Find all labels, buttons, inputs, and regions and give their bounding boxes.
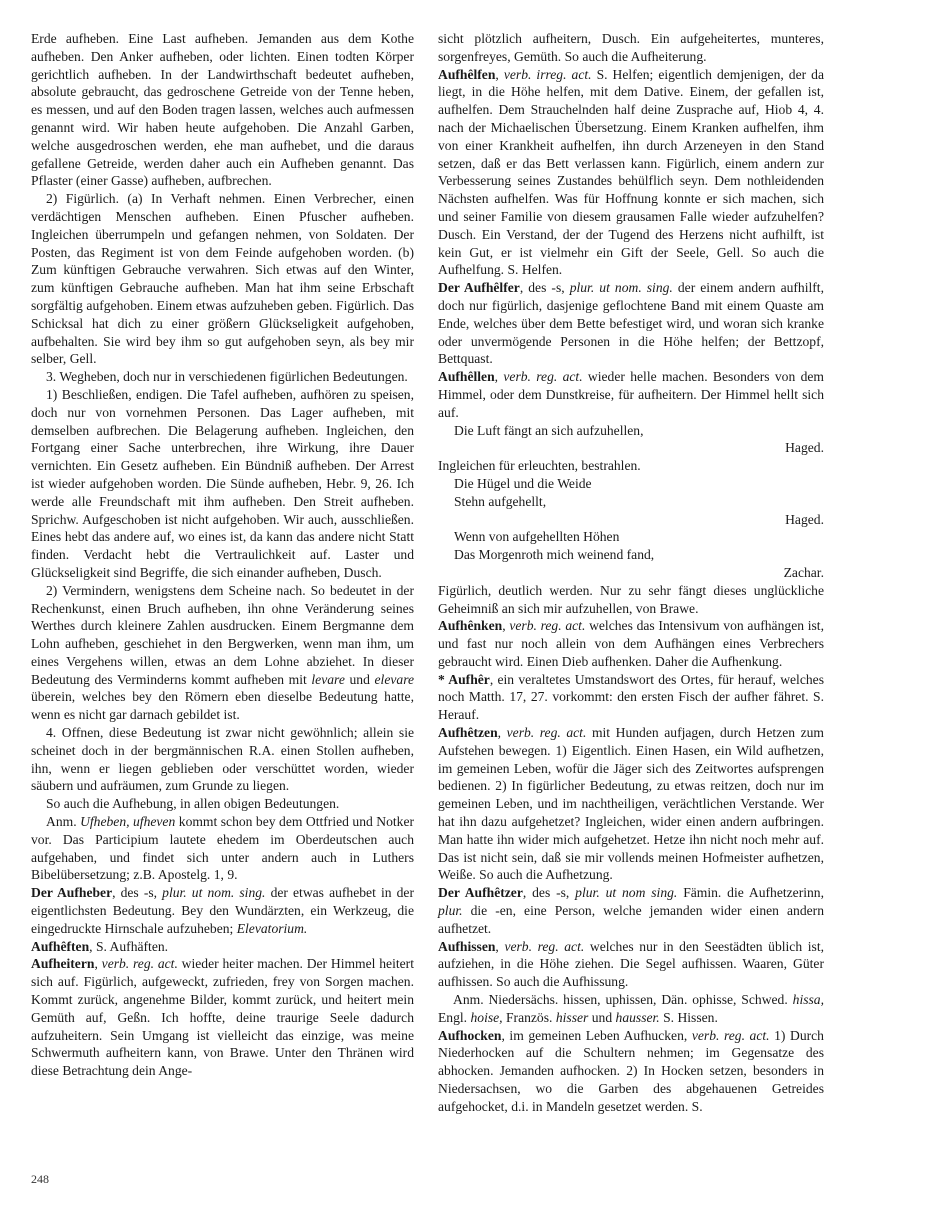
dictionary-entry: Der Aufhêtzer, des -s, plur. ut nom sing. Fämin. die Aufhetzerinn, plur. die -en, eine Person, welche jemanden wider einen andern aufhetzet. — [438, 885, 824, 936]
entry-headword: Aufhêllen — [438, 369, 495, 385]
verse-source: Haged. — [785, 440, 824, 456]
verse-line: Stehn aufgehellt, — [454, 493, 547, 509]
entry-headword: Aufhêften — [31, 938, 90, 954]
entry-headword: * Aufhêr — [438, 671, 490, 687]
paragraph: 2) Figürlich. (a) In Verhaft nehmen. Einen Verbrecher, einen verdächtigen Menschen aufheben. Einen Pfuscher aufheben. Ingleichen überrumpeln und gefangen nehmen, von Soldaten. Der Posten, das Regiment ist von dem Feinde aufgehoben worden. (b) Zum künftigen Gebrauche verwahren. Sich etwas auf den Winter, zum künftigen Gebrauche aufheben. Man hat ihm seine Erbschaft sorgfältig aufgehoben. Einem etwas aufzuheben geben. Figürlich. Das Schicksal hat dich zu einer größern Glückseligkeit aufgehoben, aufbehalten. Sie wird bey ihm so gut aufgehoben seyn, als bey mir selber, Gell. — [31, 191, 414, 367]
paragraph: sicht plötzlich aufheitern, Dusch. Ein aufgeheitertes, munteres, sorgenfreyes, Gemüth. So auch die Aufheiterung. — [438, 31, 824, 64]
dictionary-entry: Aufheitern, verb. reg. act. wieder heiter machen. Der Himmel heitert sich auf. Figürlich, aufgeweckt, zufrieden, frey von Sorgen machen. Kommt zurück, angenehme Bilder, kommt zurück, und heitert mein Gemüth auf, Geßn. Ich hoffte, deine traurige Seele dadurch aufzuheitern. Sein Umgang ist vielleicht das einzige, was meine Schwermuth aufheitern kann, von Brawe. Unter den Thränen wird diese Betrachtung dein Ange- — [31, 956, 414, 1079]
dictionary-entry: Aufhocken, im gemeinen Leben Aufhucken, verb. reg. act. 1) Durch Niederhocken auf die Schultern nehmen; im Gegensatze des abhocken. Jemanden aufhocken. 2) In Hocken setzen, besonders in Niedersachsen, wo die Garben des abgehauenen Getreides aufgehocket, d.i. in Mandeln gesetzet werden. S. — [438, 1027, 824, 1114]
paragraph: Figürlich, deutlich werden. Nur zu sehr fängt dieses unglückliche Geheimniß an sich mir aufzuhellen, von Brawe. — [438, 582, 824, 616]
paragraph: Ingleichen für erleuchten, bestrahlen. — [438, 458, 641, 474]
dictionary-entry: Aufhêlfen, verb. irreg. act. S. Helfen; eigentlich demjenigen, der da liegt, in die Höhe helfen, mit dem Dative. Einem, der gefallen ist, aufhelfen. Dem Strauchelnden half deine Zusprache auf, Hiob 4, 4. nach der Michaelischen Übersetzung. Einem Kranken aufhelfen, ihm von einer Krankheit aufhelfen, ihn durch Arzeneyen in den Stand setzen, daß er das Bett verlassen kann. Figürlich, einem andern zur Verbesserung seines Zustandes behülflich seyn. Dem nothleidenden Nächsten aufhelfen. Was für Hoffnung konnte er sich machen, sich und seiner Familie von diesem grausamen Falle wieder aufzuhelfen? Dusch. Ein Verstand, der der Tugend des Herzens nicht aufhilft, ist kein Gut, er ist vielmehr ein Gift der Seele, Gell. So auch die Aufhelfung. S. Helfen. — [438, 66, 824, 278]
entry-headword: Aufhissen — [438, 938, 496, 954]
entry-headword: Der Aufhêlfer — [438, 280, 520, 296]
dictionary-entry: Aufhêften, S. Aufhäften. — [31, 938, 169, 954]
annotation: Anm. Ufheben, ufheven kommt schon bey dem Ottfried und Notker vor. Das Participium lautete ehedem im Oberdeutschen auch aufgehaben, und findet sich unter andern auch in Luthers Bibelübersetzung; z.B. Apostelg. 1, 9. — [31, 814, 415, 883]
verse-line: Wenn von aufgehellten Höhen — [454, 529, 620, 545]
paragraph: 1) Beschließen, endigen. Die Tafel aufheben, aufhören zu speisen, doch nur von vornehmen Personen. Das Lager aufheben, mit demselben aufbrechen. Die Belagerung aufheben. Ingleichen, den Fortgang einer Sache unterbrechen, ihre Wirkung, ihre Dauer vernichten. Ein Gesetz aufheben. Ein Bündniß aufheben. Der Arrest ist wieder aufgehoben worden. Die Sünde aufheben, Hebr. 9, 26. Ich werde alle Freundschaft mit ihm aufheben. Den Streit aufheben. Sprichw. Aufgeschoben ist nicht aufgehoben. Wir auch, ausschließen. Eines hebt das andere auf, wo eines ist, da kann das andere nicht Statt finden. Verdacht hebt die Vertraulichkeit auf. Laster und Glückseligkeit sind Begriffe, die sich einander aufheben, Dusch. — [31, 386, 414, 580]
dictionary-entry: Der Aufheber, des -s, plur. ut nom. sing. der etwas aufhebet in der eigentlichsten Bedeutung. Bey den Wundärzten, ein Werkzeug, die eingedruckte Hirnschale aufzuheben; Elevatorium. — [31, 885, 414, 936]
verse-line: Die Luft fängt an sich aufzuhellen, — [454, 422, 644, 438]
verse-line: Die Hügel und die Weide — [454, 475, 592, 491]
entry-headword: Der Aufhêtzer — [438, 885, 523, 901]
dictionary-entry: Aufhênken, verb. reg. act. welches das Intensivum von aufhängen ist, und fast nur noch allein von dem Aufhängen eines Verbrechers gebraucht wird. Einen Dieb aufhenken. Daher die Aufhenkung. — [438, 618, 824, 669]
paragraph: 2) Vermindern, wenigstens dem Scheine nach. So bedeutet in der Rechenkunst, einen Bruch aufheben, ihn ohne Veränderung seines Werthes durch kleinere Zahlen ausdrucken. Einem Bergmanne dem Lohn aufheben, geschiehet in den Bergwerken, wenn man ihm, um eines Vergehens willen, etwas an dem Lohne abziehet. In dieser Bedeutung des Verminderns kommt aufheben mit levare und elevare überein, welches bey den Römern eben dieselbe Bedeutung hatte, wenn es nicht gar darnach gebildet ist. — [31, 582, 415, 723]
dictionary-entry: * Aufhêr, ein veraltetes Umstandswort des Ortes, für herauf, welches noch Matth. 17, 27. vorkommt: den ersten Fisch der aufher fähret. S. Herauf. — [438, 671, 824, 723]
entry-headword: Der Aufheber — [31, 885, 113, 901]
annotation: Anm. Niedersächs. hissen, uphissen, Dän. ophisse, Schwed. hissa, Engl. hoise, Französ. hisser und hausser. S. Hissen. — [438, 992, 824, 1025]
dictionary-entry: Aufhissen, verb. reg. act. welches nur in den Seestädten üblich ist, aufziehen, in die Höhe ziehen. Die Segel aufhissen. Waaren, Güter aufhissen. So auch die Aufhissung. — [438, 938, 824, 990]
verse-source: Zachar. — [783, 564, 824, 580]
dictionary-entry: Der Aufhêlfer, des -s, plur. ut nom. sing. der einem andern aufhilft, doch nur figürlich, dasjenige geflochtene Band mit einem Quaste am Ende, welches über dem Bette befestiget wird, und woran sich kranke oder unvermögende Personen in die Höhe helfen; der Bettzopf, Bettquast. — [438, 280, 824, 367]
verse-source: Haged. — [785, 511, 824, 527]
paragraph: 4. Offnen, diese Bedeutung ist zwar nicht gewöhnlich; allein sie scheinet doch in der bergmännischen R.A. einen Stollen aufheben, ihn, wenn er liegen geblieben oder verschüttet worden, wieder säubern und aufräumen, zum Grunde zu liegen. — [31, 725, 414, 794]
entry-headword: Aufheitern — [31, 956, 95, 972]
entry-headword: Aufhocken — [438, 1027, 502, 1043]
right-column — [438, 30, 824, 1116]
page-number: 248 — [31, 1172, 49, 1186]
verse-line: Das Morgenroth mich weinend fand, — [454, 547, 655, 563]
entry-headword: Aufhênken — [438, 618, 503, 634]
paragraph: Erde aufheben. Eine Last aufheben. Jemanden aus dem Kothe aufheben. Den Anker aufheben, oder lichten. Einen todten Körper gerichtlich aufheben. In der Landwirthschaft bedeutet aufheben, absolute gebraucht, das gedroschene Getreide von der Tenne heben, es messen, und auf den Boden tragen lassen, welches auch aufmessen genannt wird. Wir haben heute aufgehoben. Die Anzahl Garben, welche ausgedroschen werden, ehe man aufhebet, und die daraus gefallene Getreide, werden daher auch ein Aufheben genannt. Das Pflaster (einer Gasse) aufheben, aufbrechen. — [31, 31, 414, 189]
dictionary-entry: Aufhêtzen, verb. reg. act. mit Hunden aufjagen, durch Hetzen zum Aufstehen bewegen. 1) Eigentlich. Einen Hasen, ein Wild aufhetzen, im gemeinen Leben, wofür die Jäger sich des Zeitwortes aufsprengen bedienen. 2) In figürlicher Bedeutung, zu etwas reitzen, doch nur im gemeinen Leben, und im nachtheiligen, verächtlichen Verstande. Wer hat ihn dazu aufgehetzet? Ingleichen, wider einen andern aufbringen. Man hatte ihn wider mich aufgehetzet. Hetze ihn nicht noch mehr auf. Das ist nicht sein, daß sie mir vollends meinen Hofmeister aufhetzen, Weiße. So auch die Aufhetzung. — [438, 725, 824, 883]
dictionary-entry: Aufhêllen, verb. reg. act. wieder helle machen. Besonders von dem Himmel, oder dem Dunstkreise, für aufheitern. Der Himmel hellt sich auf. — [438, 369, 824, 420]
paragraph: 3. Wegheben, doch nur in verschiedenen figürlichen Bedeutungen. — [46, 369, 408, 385]
left-column — [31, 30, 414, 1080]
entry-headword: Aufhêtzen — [438, 725, 498, 741]
entry-headword: Aufhêlfen — [438, 66, 496, 82]
paragraph: So auch die Aufhebung, in allen obigen Bedeutungen. — [46, 796, 340, 812]
